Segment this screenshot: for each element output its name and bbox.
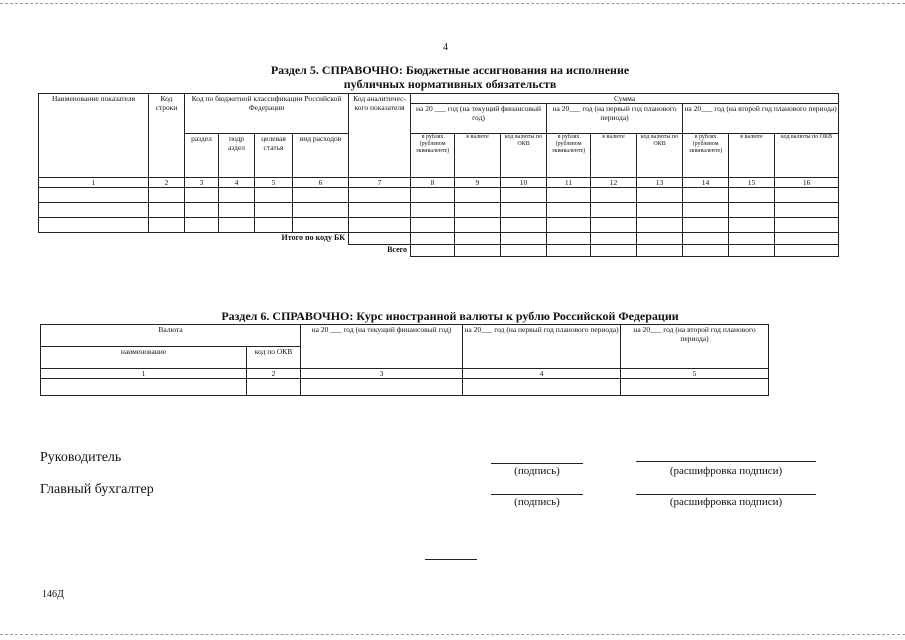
header-year-second: на 20___ год (на второй год планового периода) bbox=[683, 104, 839, 134]
col-num: 6 bbox=[293, 178, 349, 188]
col-num: 2 bbox=[247, 369, 301, 379]
header-expense-type: вид расходов bbox=[293, 134, 349, 178]
head-signature-line[interactable] bbox=[491, 463, 583, 464]
col-num: 9 bbox=[455, 178, 501, 188]
header-rate-second: на 20___ год (на второй год планового периода) bbox=[621, 325, 769, 369]
head-signature-caption: (подпись) bbox=[514, 465, 560, 477]
header-okv-3: код валюты по ОКВ bbox=[775, 134, 839, 178]
header-bk-code: Код по бюджетной классификации Российской Федерации bbox=[185, 94, 349, 134]
table-row bbox=[41, 379, 769, 396]
table-row bbox=[39, 188, 839, 203]
header-currency-1: в валюте bbox=[455, 134, 501, 178]
chief-accountant-label: Главный бухгалтер bbox=[40, 482, 154, 497]
bottom-scan-edge bbox=[0, 634, 905, 635]
header-target: целевая статья bbox=[255, 134, 293, 178]
header-rate-current: на 20 ___ год (на текущий финансовый год) bbox=[301, 325, 463, 369]
header-okv-2: код валюты по ОКВ bbox=[637, 134, 683, 178]
section5-table bbox=[38, 93, 839, 257]
col-num: 5 bbox=[255, 178, 293, 188]
header-razdel: раздел bbox=[185, 134, 219, 178]
form-code: 146Д bbox=[42, 589, 64, 600]
header-rate-first: на 20___ год (на первый год планового периода) bbox=[463, 325, 621, 369]
table-row bbox=[39, 203, 839, 218]
col-num: 10 bbox=[501, 178, 547, 188]
head-decoding-caption: (расшифровка подписи) bbox=[669, 465, 783, 477]
top-scan-edge bbox=[0, 3, 905, 4]
table-row bbox=[39, 218, 839, 233]
header-analytic-code: Код аналитичес-кого показателя bbox=[349, 94, 411, 178]
section6-table bbox=[40, 324, 769, 396]
col-num: 13 bbox=[637, 178, 683, 188]
header-year-current: на 20 ___ год (на текущий финансовый год) bbox=[411, 104, 547, 134]
header-rub-3: в рублях (рублевом эквиваленте) bbox=[683, 134, 729, 178]
col-num: 15 bbox=[729, 178, 775, 188]
column-number-row bbox=[39, 178, 839, 188]
head-label: Руководитель bbox=[40, 450, 122, 465]
head-decoding-line[interactable] bbox=[636, 461, 816, 462]
grand-total-row bbox=[39, 245, 839, 257]
chief-decoding-line[interactable] bbox=[636, 494, 816, 495]
header-currency: Валюта bbox=[41, 325, 301, 347]
section5-title-line2: публичных нормативных обязательств bbox=[343, 77, 557, 91]
page-number: 4 bbox=[443, 42, 448, 53]
header-currency-name: наименование bbox=[41, 347, 247, 369]
header-currency-3: в валюте bbox=[729, 134, 775, 178]
col-num: 11 bbox=[547, 178, 591, 188]
section5-title-line1: Раздел 5. СПРАВОЧНО: Бюджетные ассигнования на исполнение bbox=[270, 63, 630, 77]
col-num: 14 bbox=[683, 178, 729, 188]
header-rub-2: в рублях (рублевом эквиваленте) bbox=[547, 134, 591, 178]
header-okv-1: код валюты по ОКВ bbox=[501, 134, 547, 178]
header-sum: Сумма bbox=[411, 94, 839, 104]
header-rub-1: в рублях (рублевом эквиваленте) bbox=[411, 134, 455, 178]
header-row-code: Код строки bbox=[149, 94, 185, 178]
col-num: 7 bbox=[349, 178, 411, 188]
col-num: 12 bbox=[591, 178, 637, 188]
total-bk-row bbox=[39, 233, 839, 245]
column-number-row bbox=[41, 369, 769, 379]
col-num: 3 bbox=[301, 369, 463, 379]
col-num: 16 bbox=[775, 178, 839, 188]
header-currency-okv: код по ОКВ bbox=[247, 347, 301, 369]
header-podrazdel: подр аздел bbox=[219, 134, 255, 178]
total-bk-label: Итого по коду БК bbox=[281, 233, 346, 242]
grand-total-label: Всего bbox=[387, 245, 408, 254]
date-line bbox=[425, 559, 477, 560]
col-num: 3 bbox=[185, 178, 219, 188]
chief-signature-line[interactable] bbox=[491, 494, 583, 495]
col-num: 4 bbox=[463, 369, 621, 379]
col-num: 2 bbox=[149, 178, 185, 188]
header-indicator-name: Наименование показателя bbox=[39, 94, 149, 178]
section6-title: Раздел 6. СПРАВОЧНО: Курс иностранной валюты к рублю Российской Федерации bbox=[221, 309, 679, 323]
col-num: 4 bbox=[219, 178, 255, 188]
chief-decoding-caption: (расшифровка подписи) bbox=[669, 496, 783, 508]
col-num: 8 bbox=[411, 178, 455, 188]
col-num: 1 bbox=[39, 178, 149, 188]
col-num: 5 bbox=[621, 369, 769, 379]
header-currency-2: в валюте bbox=[591, 134, 637, 178]
header-year-first: на 20___ год (на первый год планового периода) bbox=[547, 104, 683, 134]
section5-title bbox=[150, 63, 750, 91]
col-num: 1 bbox=[41, 369, 247, 379]
chief-signature-caption: (подпись) bbox=[514, 496, 560, 508]
